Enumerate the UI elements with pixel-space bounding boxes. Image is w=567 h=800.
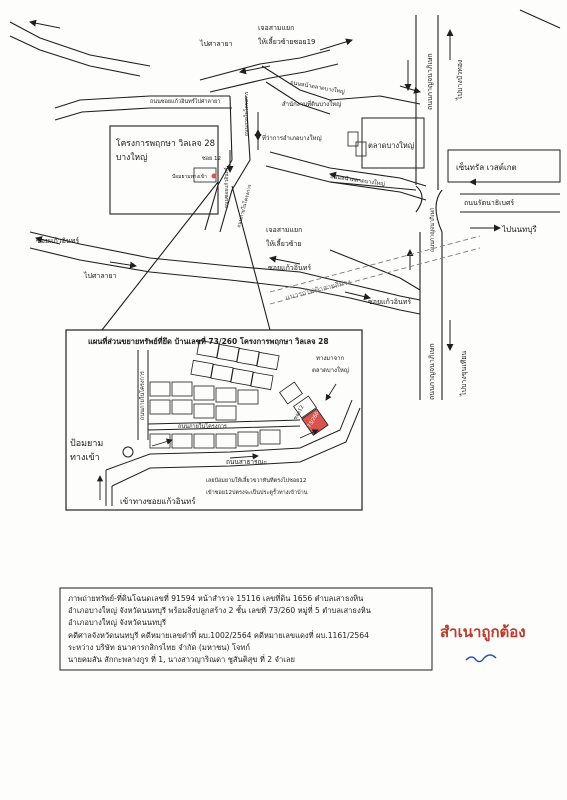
market-building-2 (356, 142, 366, 156)
label-project-road-1: ถนนภายในโครงการ (244, 91, 250, 136)
label-market-road-bottom: ถนนหน้าตลาดบางใหญ่ (329, 174, 386, 188)
label-railway: แนวรถไฟฟ้าสายสีม่วง (284, 277, 352, 302)
certified-copy-stamp: สำเนาถูกต้อง (440, 623, 526, 641)
inset-from-market-2: ตลาดบางใหญ่ (312, 367, 349, 374)
inset-inner-road-1: ถนนภายในโครงการ (178, 424, 227, 430)
inset-direction-2: เข้าซอย12ปตรงจะเป็นประตูรั้วทางเข้าบ้าน (206, 490, 308, 496)
label-project-line1: โครงการพฤกษา วิลเลจ 28 (116, 139, 216, 149)
label-turn-left-2: ให้เลี้ยวซ้าย (266, 240, 302, 248)
inset-guard-2: ทางเข้า (70, 453, 100, 463)
inset-house-no: 73/260 (306, 410, 321, 429)
road-salaya-upper (10, 22, 150, 66)
inset-soi-12: ซอย12 (292, 404, 306, 421)
roundabout (416, 186, 442, 232)
inset-houses (150, 340, 316, 448)
label-soi-kaew-inthra-mid: ซอยแก้วอินทร์ (268, 264, 312, 272)
inset-title: แผนที่ส่วนขยายทรัพย์ที่ยึด บ้านเลขที่ 73/260 โครงการพฤกษา วิลเลจ 28 (88, 337, 329, 346)
label-kanchana-road-right-bottom: ถนนกาญจนาภิเษก (428, 343, 436, 400)
label-turn-left-19: ให้เลี้ยวซ้ายซอย19 (258, 38, 316, 46)
target-marker (212, 174, 217, 179)
label-rattanathibet: ถนนรัตนาธิเบศร์ (464, 199, 515, 207)
road-main-top (200, 50, 330, 80)
inset-guard-1: ป้อมยาม (70, 439, 104, 449)
label-to-nonthaburi: ไปนนทบุรี (502, 225, 537, 234)
label-junction-19: เจอสามแยก (258, 24, 295, 32)
label-junction-2: เจอสามแยก (266, 226, 303, 234)
label-road-kaew-inthra-top: ถนนซอยแก้วอินทร์ไปศาลายา (150, 99, 221, 105)
label-to-bang-khun-thian: ไปบางขุนเทียน (460, 350, 468, 396)
label-project-road-2: ถนนภายในโครงการ (236, 184, 254, 229)
zoom-line-left (102, 182, 218, 330)
market-building-1 (348, 132, 358, 146)
info-line-3: อำเภอบางใหญ่ จังหวัดนนทบุรี (68, 618, 167, 628)
label-soi-kaew-inthra-right: ซอยแก้วอินทร์ (368, 298, 412, 306)
label-soi-12: ซอย 12 (202, 156, 222, 162)
label-land-office: สำนักงานที่ดินบางใหญ่ (282, 101, 342, 108)
label-kanchana-road-right-top: ถนนกาญจนาภิเษก (426, 53, 434, 110)
signature-mark (466, 655, 496, 662)
info-line-5: ระหว่าง บริษัท ธนาคารกสิกรไทย จำกัด (มหาชน) โจทก์ (68, 642, 250, 652)
label-bang-yai-market: ตลาดบางใหญ่ (368, 141, 415, 150)
road-market-upper (262, 66, 420, 104)
road-project-left-edge (55, 108, 232, 120)
label-project-line2: บางใหญ่ (116, 153, 148, 163)
label-entrance-guard: ป้อมยามทางเข้า (172, 174, 207, 180)
inset-from-market-1: ทางมาจาก (316, 355, 345, 362)
label-district-office: ที่ว่าการอำเภอบางใหญ่ (262, 135, 322, 142)
label-to-salaya-bottom: ไปศาลายา (84, 272, 117, 280)
inset-soi-entry: เข้าทางซอยแก้วอินทร์ (120, 497, 196, 506)
case-info (68, 593, 426, 667)
label-to-salaya-top: ไปศาลายา (200, 40, 233, 48)
label-central-westgate: เซ็นทรัล เวสต์เกต (456, 163, 517, 172)
inset-direction-1: เลยป้อมยามให้เลี้ยวขวาทันทีตรงไปซอย12 (206, 478, 307, 484)
info-line-6: นายคมสัน สักกะพลางกูร ที่ 1, นางสาวญาริณดา ชูสันติสุข ที่ 2 จำเลย (68, 654, 295, 664)
road-kaew-inthra-lower-edge (30, 248, 420, 314)
inset-inner-road-2: ถนนภายในโครงการ (140, 371, 146, 420)
info-line-1: ภาพถ่ายทรัพย์-ที่ดินโฉนดเลขที่ 91594 หน้าสำรวจ 15116 เลขที่ดิน 1656 ตำบลเสาธงหิน (68, 594, 364, 603)
info-line-4: คดีศาลจังหวัดนนทบุรี คดีหมายเลขดำที่ ผบ.1002/2564 คดีหมายเลขแดงที่ ผบ.1161/2564 (68, 630, 369, 640)
info-line-2: อำเภอบางใหญ่ จังหวัดนนทบุรี พร้อมสิ่งปลูกสร้าง 2 ชั้น เลขที่ 73/260 หมู่ที่ 5 ตำบลเสาธงหิน (68, 606, 371, 616)
road-kaew-inthra-lower (30, 232, 420, 300)
label-to-bang-bua-thong: ไปบางบัวทอง (456, 59, 464, 100)
label-soi-kaew-inthra-left: ซอยแก้วอินทร์ (36, 237, 80, 245)
inset-public-road: ถนนสาธารณะ (226, 458, 268, 466)
label-market-road-top: ถนนหน้าตลาดบางใหญ่ (289, 80, 346, 96)
road-top-right (520, 10, 560, 28)
label-kanchana-road-center: ถนนกาญจนาภิเษก (430, 207, 436, 252)
guard-booth-icon (123, 447, 133, 457)
road-salaya-upper-edge (10, 36, 140, 76)
label-road-kaew-inthra-side: ถนนซอยแก้วอินทร์ (224, 167, 230, 208)
zoom-line-right (232, 186, 270, 330)
